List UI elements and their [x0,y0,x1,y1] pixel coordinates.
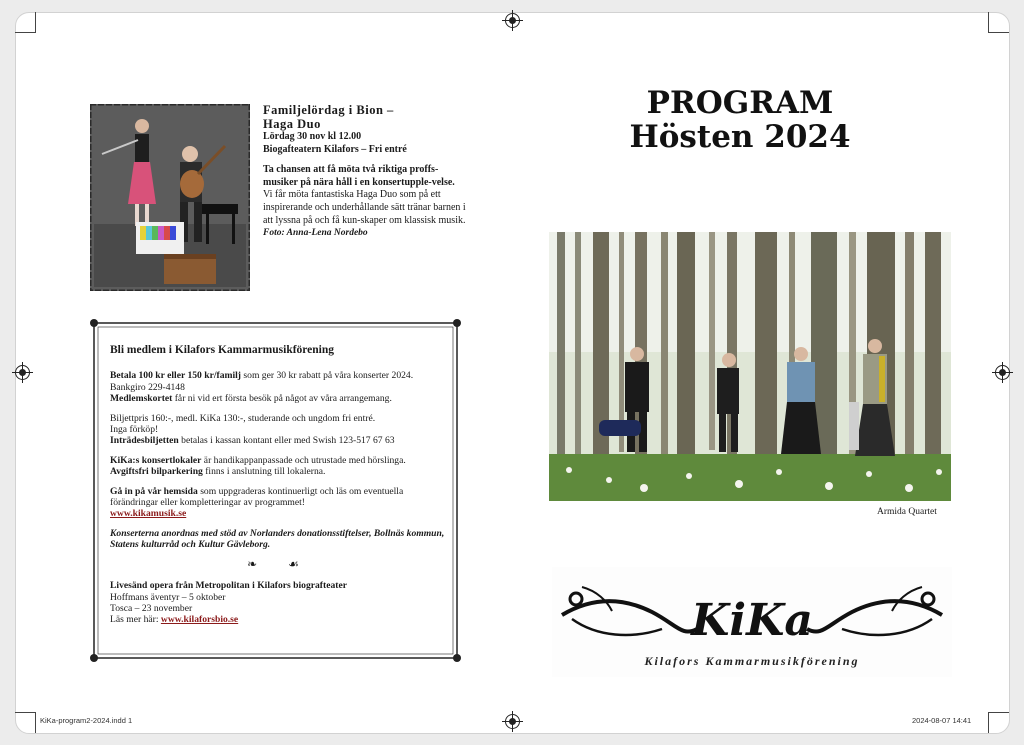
membership-fee-bold: Betala 100 kr eller 150 kr/familj [110,370,242,382]
kilaforsbio-link[interactable]: www.kilaforsbio.se [160,614,239,626]
parking-bold: Avgiftsfri bilparkering [110,466,203,478]
ticket-prices: Biljettpris 160:-, medl. KiKa 130:-, studerande och ungdom fri entré. [110,412,376,424]
registration-mark-right [995,365,1010,380]
web-rest: som uppgraderas kontinuerligt och läs om eventuella förändringar eller kompletteringar av programmet! [110,485,404,509]
event-where: Biogafteatern Kilafors – Fri entré [263,143,407,155]
web-bold: Gå in på vår hemsida [110,485,198,497]
registration-mark-bottom [505,714,520,729]
parking-rest: finns i anslutning till lokalerna. [202,466,326,478]
crop-mark-top-left [15,12,36,33]
membership-fee-rest: som ger 30 kr rabatt på våra konserter 2024. [241,370,414,382]
opera-title: Livesänd opera från Metropolitan i Kilafors biografteater [110,580,347,592]
opera-item-2: Tosca – 23 november [110,602,193,614]
registration-mark-left [15,365,30,380]
ornament-divider: ❧ ☙ [247,556,313,571]
footer-filename: KiKa-program2-2024.indd 1 [40,716,133,725]
membership-content [110,345,450,634]
venue-info [110,455,450,478]
crop-mark-bottom-right [988,712,1009,733]
event-description [263,103,468,240]
program-title-line-2: Hösten 2024 [629,119,851,155]
venues-rest: är handikappanpassade och utrustade med hörslinga. [201,454,406,466]
venues-bold: KiKa:s konsertlokaler [110,454,202,466]
photo-caption: Armida Quartet [877,507,937,517]
support-info: Konserterna anordnas med stöd av Norlanders donationsstiftelser, Bollnäs kommun, Statens kulturråd och Kultur Gävleborg. [110,527,445,551]
event-title-line-2: Haga Duo [263,117,321,131]
website-info [110,486,450,520]
event-photo-credit: Foto: Anna-Lena Nordebo [263,228,368,239]
crop-mark-bottom-left [15,712,36,733]
event-lead: Ta chansen att få möta två riktiga proffs-musiker på nära håll i en konsertupple-velse. [263,164,455,188]
kikamusik-link[interactable]: www.kikamusik.se [110,508,187,520]
opera-item-1: Hoffmans äventyr – 5 oktober [110,591,226,603]
membership-card-rest: får ni vid ert första besök på något av våra arrangemang. [172,393,392,405]
program-title [620,86,860,154]
membership-box [90,319,461,662]
ticket-info [110,413,450,447]
event-body: Vi får möta fantastiska Haga Duo som på ett inspirerande och underhållande sätt tränar barnen i att lyssna på och få kun-skaper om klassisk musik. [263,189,466,226]
tickets-rest: betalas i kassan kontant eller med Swish 123-517 67 63 [178,435,395,447]
event-when: Lördag 30 nov kl 12.00 [263,131,362,142]
no-presale: Inga förköp! [110,424,159,436]
footer-timestamp: 2024-08-07 14:41 [912,716,972,725]
opera-more: Läs mer här: [110,614,161,626]
program-title-line-1: PROGRAM [646,85,834,121]
tickets-bold: Inträdesbiljetten [110,435,179,447]
membership-title: Bli medlem i Kilafors Kammarmusikförening [110,344,335,356]
registration-mark-top [505,13,520,28]
event-title-line-1: Familjelördag i Bion – [263,103,394,117]
crop-mark-top-right [988,12,1009,33]
membership-card-bold: Medlemskortet [110,393,173,405]
haga-duo-photo [90,104,250,291]
kika-logo-mark: KiKa [691,595,813,646]
opera-info [110,580,450,626]
membership-bankgiro: Bankgiro 229-4148 [110,381,185,393]
logo-text: Kilafors Kammarmusikförening [644,654,860,668]
membership-fee [110,370,450,404]
armida-quartet-photo [549,232,951,501]
